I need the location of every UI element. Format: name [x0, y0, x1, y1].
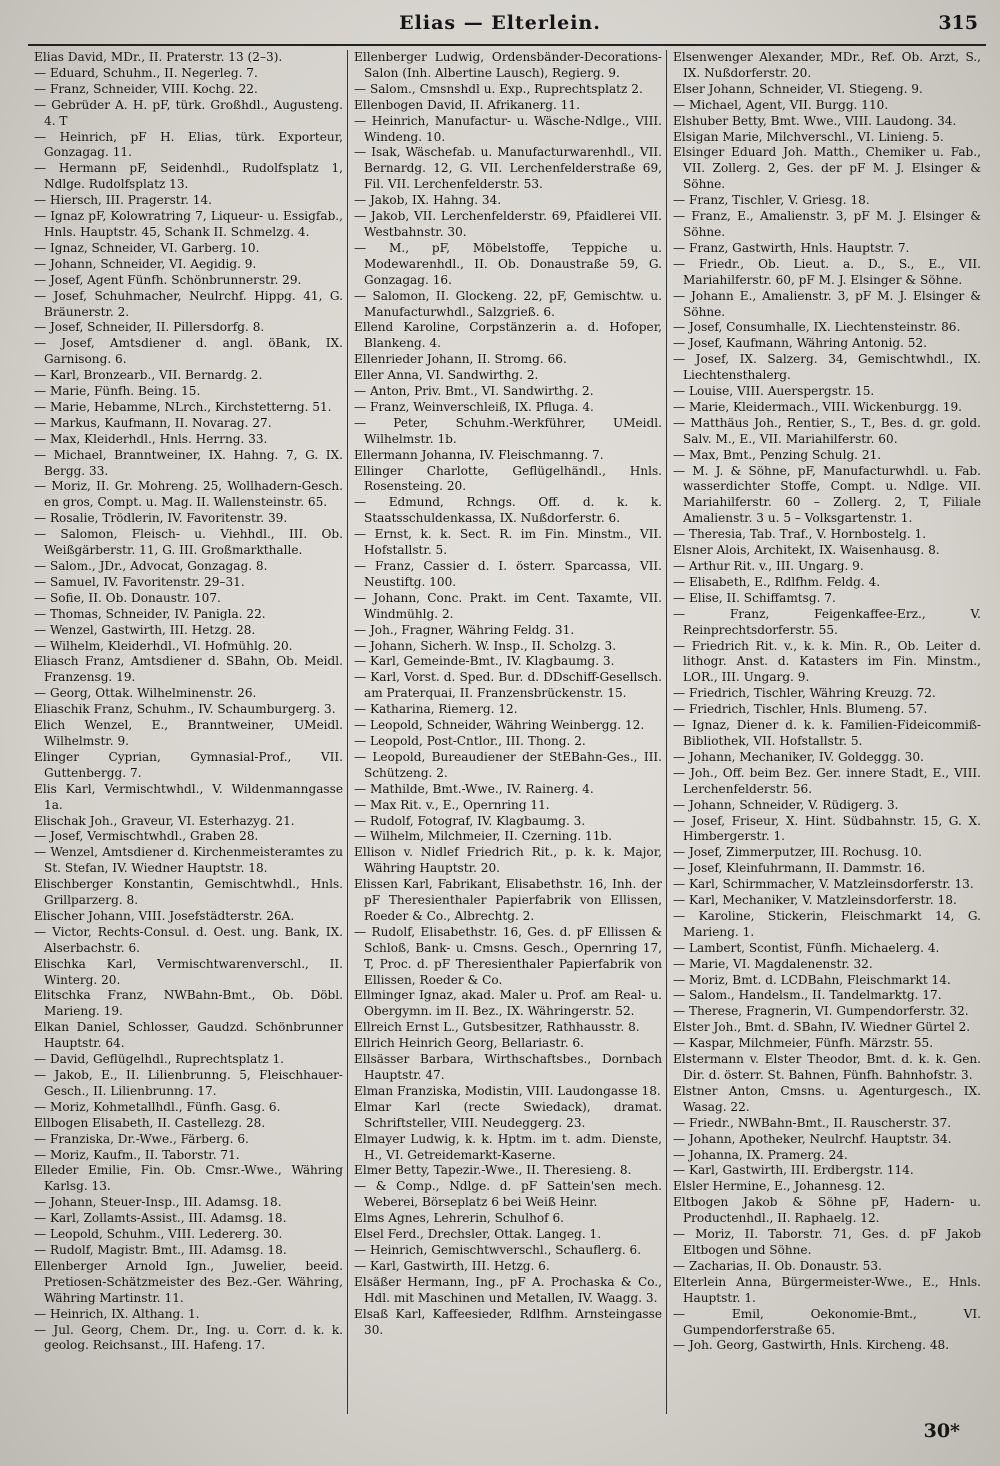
entries-columns [28, 50, 986, 1414]
directory-entry: Elsigan Marie, Milchverschl., VI. Linieng. 5. [673, 129, 944, 144]
page-number: 315 [938, 12, 978, 34]
directory-entry: — Elisabeth, E., Rdlfhm. Feldg. 4. [673, 574, 881, 589]
directory-entry: — Marie, VI. Magdalenenstr. 32. [673, 956, 873, 971]
directory-entry: — M., pF, Möbelstoffe, Teppiche u. Modewarenhdl., II. Ob. Donaustraße 59, G. Gonzagag. 16. [354, 240, 662, 287]
directory-entry: — Emil, Oekonomie-Bmt., VI. Gumpendorferstraße 65. [673, 1306, 981, 1337]
directory-entry: — Johanna, IX. Pramerg. 24. [673, 1147, 848, 1162]
directory-entry: — Marie, Hebamme, NLrch., Kirchstetterng. 51. [34, 399, 332, 414]
directory-entry: — Salom., JDr., Advocat, Gonzagag. 8. [34, 559, 268, 573]
directory-entry: — Josef, Friseur, X. Hint. Südbahnstr. 15, G. X. Himbergerstr. 1. [673, 813, 981, 844]
directory-entry: — Heinrich, Manufactur- u. Wäsche-Ndlge., VIII. Windeng. 10. [354, 113, 662, 144]
directory-entry: Elissen Karl, Fabrikant, Elisabethstr. 16, Inh. der pF Theresienthaler Papierfabrik von Ellissen, Roeder & Co., Albrechtg. 2. [354, 877, 662, 923]
directory-entry: Elstermann v. Elster Theodor, Bmt. d. k. k. Gen. Dir. d. österr. St. Bahnen, Fünfh. Bahnhofstr. 3. [673, 1052, 981, 1082]
directory-entry: — Karl, Schirmmacher, V. Matzleinsdorferstr. 13. [673, 877, 974, 892]
directory-entry: — Wenzel, Amtsdiener d. Kirchenmeisteramtes zu St. Stefan, IV. Wiedner Hauptstr. 18. [34, 845, 343, 876]
directory-entry: — Josef, Amtsdiener d. angl. öBank, IX. Garnisong. 6. [34, 336, 343, 367]
directory-entry: — Joh., Fragner, Währing Feldg. 31. [354, 622, 575, 637]
directory-entry: — Franziska, Dr.-Wwe., Färberg. 6. [34, 1131, 249, 1146]
directory-entry: — Edmund, Rchngs. Off. d. k. k. Staatsschuldenkassa, IX. Nußdorferstr. 6. [354, 495, 662, 526]
running-head: Elias — Elterlein. [399, 12, 601, 34]
directory-entry: Elischak Joh., Graveur, VI. Esterhazyg. 21. [34, 813, 295, 828]
directory-entry: — Rudolf, Fotograf, IV. Klagbaumg. 3. [354, 813, 586, 828]
directory-entry: — Elise, II. Schiffamtsg. 7. [673, 590, 836, 605]
directory-entry: — Heinrich, pF H. Elias, türk. Exporteur, Gonzagag. 11. [34, 129, 343, 160]
directory-entry: — Heinrich, IX. Althang. 1. [34, 1306, 200, 1321]
directory-entry: — Salomon, Fleisch- u. Viehhdl., III. Ob. Weißgärberstr. 11, G. III. Großmarkthalle. [34, 527, 343, 558]
directory-entry: — Karl, Gemeinde-Bmt., IV. Klagbaumg. 3. [354, 654, 615, 669]
directory-entry: — Josef, Schneider, II. Pillersdorfg. 8. [34, 320, 265, 335]
directory-entry: — Mathilde, Bmt.-Wwe., IV. Rainerg. 4. [354, 781, 594, 796]
directory-entry: — Johann, Schneider, VI. Aegidig. 9. [34, 256, 257, 271]
directory-entry: — Karl, Bronzearb., VII. Bernardg. 2. [34, 368, 263, 383]
directory-entry: Ellinger Charlotte, Geflügelhändl., Hnls. Rosensteing. 20. [354, 463, 662, 494]
directory-entry: — Friedrich Rit. v., k. k. Min. R., Ob. Leiter d. lithogr. Anst. d. Katasters im Fin. Minstm., LOR., III. Ungarg. 9. [673, 638, 981, 685]
directory-entry: — Wilhelm, Kleiderhdl., VI. Hofmühlg. 20. [34, 638, 293, 653]
directory-entry: — Arthur Rit. v., III. Ungarg. 9. [673, 559, 864, 573]
directory-entry: — Rudolf, Magistr. Bmt., III. Adamsg. 18. [34, 1242, 287, 1257]
header-rule [28, 44, 986, 46]
directory-entry: Eliasch Franz, Amtsdiener d. SBahn, Ob. Meidl. Franzensg. 19. [34, 654, 343, 685]
directory-entry: — Friedrich, Tischler, Hnls. Blumeng. 57. [673, 702, 928, 717]
directory-entry: — Friedr., Ob. Lieut. a. D., S., E., VII. Mariahilferstr. 60, pF M. J. Elsinger & Söhne. [673, 256, 981, 287]
directory-entry: — Rudolf, Elisabethstr. 16, Ges. d. pF Ellissen & Schloß, Bank- u. Cmsns. Gesch., Opernring 17, T, Proc. d. pF Theresienthaler Papierfabrik von Ellissen, Roeder & Co. [354, 924, 662, 987]
directory-entry: Ellrich Heinrich Georg, Bellariastr. 6. [354, 1036, 584, 1051]
directory-entry: Elsenwenger Alexander, MDr., Ref. Ob. Arzt, S., IX. Nußdorferstr. 20. [673, 50, 981, 80]
directory-entry: Elman Franziska, Modistin, VIII. Laudongasse 18. [354, 1083, 661, 1098]
directory-entry: Elmer Betty, Tapezir.-Wwe., II. Theresieng. 8. [354, 1163, 632, 1178]
directory-entry: — Salomon, II. Glockeng. 22, pF, Gemischtw. u. Manufacturwhdl., Salzgrieß. 6. [354, 288, 662, 319]
directory-entry: — Sofie, II. Ob. Donaustr. 107. [34, 590, 221, 605]
directory-entry: — Max, Kleiderhdl., Hnls. Herrng. 33. [34, 431, 268, 446]
directory-entry: — Jakob, VII. Lerchenfelderstr. 69, Pfaidlerei VII. Westbahnstr. 30. [354, 209, 662, 239]
directory-entry: — Moriz, II. Taborstr. 71, Ges. d. pF Jakob Eltbogen und Söhne. [673, 1227, 981, 1257]
directory-entry: Ellison v. Nidlef Friedrich Rit., p. k. k. Major, Währing Hauptstr. 20. [354, 845, 662, 876]
directory-entry: Elsaß Karl, Kaffeesieder, Rdlfhm. Arnsteingasse 30. [354, 1306, 662, 1337]
directory-entry: — Johann, Apotheker, Neulrchf. Hauptstr. 34. [673, 1131, 952, 1146]
directory-entry: — Johann, Mechaniker, IV. Goldeggg. 30. [673, 749, 924, 764]
directory-entry: — Friedr., NWBahn-Bmt., II. Rauscherstr. 37. [673, 1115, 952, 1130]
directory-entry: — Ignaz, Diener d. k. k. Familien-Fideicommiß-Bibliothek, VII. Hofstallstr. 5. [673, 718, 981, 748]
directory-entry: — Salom., Handelsm., II. Tandelmarktg. 17. [673, 988, 942, 1003]
directory-entry: Elster Joh., Bmt. d. SBahn, IV. Wiedner Gürtel 2. [673, 1020, 971, 1035]
directory-entry: — Karl, Vorst. d. Sped. Bur. d. DDschiff-Gesellsch. am Praterquai, II. Franzensbrückenstr. 15. [354, 670, 662, 701]
directory-entry: — Karl, Gastwirth, III. Erdbergstr. 114. [673, 1163, 914, 1178]
directory-entry: — Matthäus Joh., Rentier, S., T., Bes. d. gr. gold. Salv. M., E., VII. Mariahilferstr. 60. [673, 415, 981, 446]
column-right [666, 50, 985, 1414]
column-left [28, 50, 347, 1414]
directory-entry: — Eduard, Schuhm., II. Negerleg. 7. [34, 65, 258, 80]
directory-entry: — Friedrich, Tischler, Währing Kreuzg. 72. [673, 686, 936, 701]
directory-entry: Elms Agnes, Lehrerin, Schulhof 6. [354, 1211, 565, 1226]
signature-mark: 30* [923, 1420, 960, 1442]
directory-entry: — Johann E., Amalienstr. 3, pF M. J. Elsinger & Söhne. [673, 288, 981, 319]
directory-entry: — David, Geflügelhdl., Ruprechtsplatz 1. [34, 1052, 284, 1067]
directory-entry: Elitschka Franz, NWBahn-Bmt., Ob. Döbl. Marieng. 19. [34, 988, 343, 1019]
directory-entry: — Hermann pF, Seidenhdl., Rudolfsplatz 1, Ndlge. Rudolfsplatz 13. [34, 161, 343, 192]
directory-entry: — Karoline, Stickerin, Fleischmarkt 14, G. Marieng. 1. [673, 908, 981, 939]
directory-entry: — Anton, Priv. Bmt., VI. Sandwirthg. 2. [354, 384, 594, 399]
directory-entry: — M. J. & Söhne, pF, Manufacturwhdl. u. Fab. wasserdichter Stoffe, Compt. u. Ndlge. VII. Mariahilferstr. 60 – Zollerg. 2, T, Filiale Amalienstr. 3 u. 5 – Volksgartenstr. 1. [673, 463, 981, 526]
directory-entry: — Louise, VIII. Auerspergstr. 15. [673, 384, 875, 399]
directory-entry: — Marie, Fünfh. Being. 15. [34, 384, 201, 399]
directory-entry: Ellsässer Barbara, Wirthschaftsbes., Dornbach Hauptstr. 47. [354, 1052, 662, 1082]
directory-entry: Ellbogen Elisabeth, II. Castellezg. 28. [34, 1115, 266, 1130]
directory-entry: — Josef, Consumhalle, IX. Liechtensteinstr. 86. [673, 320, 961, 335]
directory-entry: — Franz, Weinverschleiß, IX. Pfluga. 4. [354, 399, 594, 414]
directory-entry: — Josef, Kaufmann, Währing Antonig. 52. [673, 336, 928, 351]
directory-entry: Elser Johann, Schneider, VI. Stiegeng. 9. [673, 81, 923, 96]
directory-entry: Elias David, MDr., II. Praterstr. 13 (2–3). [34, 50, 283, 64]
directory-entry: — Salom., Cmsnshdl u. Exp., Ruprechtsplatz 2. [354, 81, 643, 96]
directory-entry: Eltbogen Jakob & Söhne pF, Hadern- u. Productenhdl., II. Raphaelg. 12. [673, 1195, 981, 1226]
directory-entry: — Karl, Gastwirth, III. Hetzg. 6. [354, 1258, 550, 1273]
directory-entry: — Johann, Conc. Prakt. im Cent. Taxamte, VII. Windmühlg. 2. [354, 590, 662, 621]
directory-entry: Elmayer Ludwig, k. k. Hptm. im t. adm. Dienste, H., VI. Getreidemarkt-Kaserne. [354, 1131, 662, 1162]
directory-entry: — Moriz, Kohmetallhdl., Fünfh. Gasg. 6. [34, 1099, 281, 1114]
directory-entry: Elischer Johann, VIII. Josefstädterstr. 26A. [34, 908, 295, 923]
directory-entry: Elinger Cyprian, Gymnasial-Prof., VII. Guttenbergg. 7. [34, 749, 343, 780]
directory-entry: — Moriz, Bmt. d. LCDBahn, Fleischmarkt 14. [673, 972, 951, 987]
directory-entry: Ellenberger Ludwig, Ordensbänder-Decorations-Salon (Inh. Albertine Lausch), Regierg. 9. [354, 50, 662, 80]
directory-entry: — Josef, IX. Salzerg. 34, Gemischtwhdl., IX. Liechtensthalerg. [673, 352, 981, 383]
directory-entry: — Franz, E., Amalienstr. 3, pF M. J. Elsinger & Söhne. [673, 209, 981, 239]
directory-entry: — Josef, Zimmerputzer, III. Rochusg. 10. [673, 845, 922, 860]
directory-entry: — Samuel, IV. Favoritenstr. 29–31. [34, 574, 245, 589]
directory-entry: Ellminger Ignaz, akad. Maler u. Prof. am Real- u. Obergymn. im II. Bez., IX. Währingerstr. 52. [354, 988, 662, 1019]
directory-entry: Elterlein Anna, Bürgermeister-Wwe., E., Hnls. Hauptstr. 1. [673, 1274, 981, 1305]
directory-entry: — Josef, Kleinfuhrmann, II. Dammstr. 16. [673, 861, 926, 876]
directory-entry: Elsler Hermine, E., Johannesg. 12. [673, 1179, 886, 1194]
directory-entry: Ellermann Johanna, IV. Fleischmanng. 7. [354, 447, 604, 462]
directory-entry: — Katharina, Riemerg. 12. [354, 702, 518, 717]
directory-entry: — Moriz, II. Gr. Mohreng. 25, Wollhadern-Gesch. en gros, Compt. u. Mag. II. Wallensteinstr. 65. [34, 479, 343, 510]
directory-entry: — Victor, Rechts-Consul. d. Oest. ung. Bank, IX. Alserbachstr. 6. [34, 924, 343, 955]
directory-entry: — Leopold, Bureaudiener der StEBahn-Ges., III. Schützeng. 2. [354, 749, 662, 780]
directory-entry: — Jakob, E., II. Lilienbrunng. 5, Fleischhauer-Gesch., II. Lilienbrunng. 17. [34, 1068, 343, 1098]
directory-entry: Elsäßer Hermann, Ing., pF A. Prochaska & Co., Hdl. mit Maschinen und Metallen, IV. Waagg. 3. [354, 1274, 662, 1305]
directory-entry: — Wilhelm, Milchmeier, II. Czerning. 11b. [354, 829, 612, 844]
directory-entry: — Kaspar, Milchmeier, Fünfh. Märzstr. 55. [673, 1036, 934, 1051]
directory-entry: — Josef, Schuhmacher, Neulrchf. Hippg. 41, G. Bräunerstr. 2. [34, 288, 343, 319]
directory-entry: — Jul. Georg, Chem. Dr., Ing. u. Corr. d. k. k. geolog. Reichsanst., III. Hafeng. 17. [34, 1322, 343, 1353]
directory-entry: Ellend Karoline, Corpstänzerin a. d. Hofoper, Blankeng. 4. [354, 320, 662, 351]
directory-entry: Elsner Alois, Architekt, IX. Waisenhausg. 8. [673, 543, 940, 558]
directory-entry: — Michael, Agent, VII. Burgg. 110. [673, 97, 889, 112]
directory-entry: — Therese, Fragnerin, VI. Gumpendorferstr. 32. [673, 1004, 969, 1019]
directory-entry: — Joh., Off. beim Bez. Ger. innere Stadt, E., VIII. Lerchenfelderstr. 56. [673, 765, 981, 796]
directory-entry: — Leopold, Schuhm., VIII. Ledererg. 30. [34, 1227, 283, 1242]
directory-entry: — Franz, Feigenkaffee-Erz., V. Reinprechtsdorferstr. 55. [673, 606, 981, 637]
directory-entry: — Thomas, Schneider, IV. Panigla. 22. [34, 606, 266, 621]
directory-entry: — Johann, Steuer-Insp., III. Adamsg. 18. [34, 1195, 282, 1210]
directory-entry: — Jakob, IX. Hahng. 34. [354, 193, 502, 208]
directory-entry: Eller Anna, VI. Sandwirthg. 2. [354, 368, 539, 383]
page-header [0, 8, 1000, 44]
directory-entry: Elmar Karl (recte Swiedack), dramat. Schriftsteller, VIII. Neudeggerg. 23. [354, 1099, 662, 1130]
directory-entry: — Max Rit. v., E., Opernring 11. [354, 797, 550, 812]
directory-entry: — Lambert, Scontist, Fünfh. Michaelerg. 4. [673, 940, 940, 955]
column-middle [347, 50, 666, 1414]
directory-entry: — Franz, Schneider, VIII. Kochg. 22. [34, 81, 258, 96]
directory-entry: — Karl, Zollamts-Assist., III. Adamsg. 18. [34, 1211, 287, 1226]
directory-entry: Elischka Karl, Vermischtwarenverschl., II. Winterg. 20. [34, 956, 343, 987]
directory-entry: — Josef, Vermischtwhdl., Graben 28. [34, 829, 259, 844]
directory-entry: Ellenbogen David, II. Afrikanerg. 11. [354, 97, 580, 112]
directory-entry: Elleder Emilie, Fin. Ob. Cmsr.-Wwe., Währing Karlsg. 13. [34, 1163, 343, 1194]
directory-entry: — Johann, Sicherh. W. Insp., II. Scholzg. 3. [354, 638, 617, 653]
directory-entry: — Karl, Mechaniker, V. Matzleinsdorferstr. 18. [673, 893, 957, 908]
directory-entry: — Max, Bmt., Penzing Schulg. 21. [673, 447, 882, 462]
directory-entry: Elsel Ferd., Drechsler, Ottak. Langeg. 1. [354, 1227, 602, 1242]
directory-entry: — Markus, Kaufmann, II. Novarag. 27. [34, 415, 272, 430]
directory-entry: Elshuber Betty, Bmt. Wwe., VIII. Laudong. 34. [673, 113, 957, 128]
directory-entry: — Johann, Schneider, V. Rüdigerg. 3. [673, 797, 899, 812]
directory-entry: Ellenrieder Johann, II. Stromg. 66. [354, 352, 567, 367]
directory-entry: — Ignaz pF, Kolowratring 7, Liqueur- u. Essigfab., Hnls. Hauptstr. 45, Schank II. Schmelzg. 4. [34, 209, 343, 239]
directory-entry: — Franz, Cassier d. I. österr. Sparcassa, VII. Neustiftg. 100. [354, 559, 662, 589]
directory-entry: — Ernst, k. k. Sect. R. im Fin. Minstm., VII. Hofstallstr. 5. [354, 527, 662, 558]
directory-entry: — Josef, Agent Fünfh. Schönbrunnerstr. 29. [34, 272, 302, 287]
directory-entry: — Hiersch, III. Pragerstr. 14. [34, 193, 213, 208]
directory-entry: Elsinger Eduard Joh. Matth., Chemiker u. Fab., VII. Zollerg. 2, Ges. der pF M. J. Elsinger & Söhne. [673, 145, 981, 192]
directory-entry: Eliaschik Franz, Schuhm., IV. Schaumburgerg. 3. [34, 702, 336, 717]
directory-entry: — Marie, Kleidermach., VIII. Wickenburgg. 19. [673, 399, 963, 414]
directory-entry: Elischberger Konstantin, Gemischtwhdl., Hnls. Grillparzerg. 8. [34, 877, 343, 908]
directory-entry: Elstner Anton, Cmsns. u. Agenturgesch., IX. Wasag. 22. [673, 1083, 981, 1114]
directory-entry: — Franz, Gastwirth, Hnls. Hauptstr. 7. [673, 240, 910, 255]
directory-entry: — Isak, Wäschefab. u. Manufacturwarenhdl., VII. Bernardg. 12, G. VII. Lerchenfelderstraße 69, Fil. VII. Lerchenfelderstr. 53. [354, 145, 662, 192]
directory-entry: — Wenzel, Gastwirth, III. Hetzg. 28. [34, 622, 256, 637]
directory-entry: — Franz, Tischler, V. Griesg. 18. [673, 193, 870, 208]
directory-entry: — Ignaz, Schneider, VI. Garberg. 10. [34, 240, 260, 255]
directory-entry: — Zacharias, II. Ob. Donaustr. 53. [673, 1258, 882, 1273]
directory-entry: — & Comp., Ndlge. d. pF Sattein'sen mech. Weberei, Börseplatz 6 bei Weiß Heinr. [354, 1179, 662, 1210]
directory-entry: Elis Karl, Vermischtwhdl., V. Wildenmanngasse 1a. [34, 781, 343, 812]
directory-entry: — Moriz, Kaufm., II. Taborstr. 71. [34, 1147, 240, 1162]
directory-entry: — Gebrüder A. H. pF, türk. Großhdl., Augusteng. 4. T [34, 97, 343, 128]
directory-entry: Elkan Daniel, Schlosser, Gaudzd. Schönbrunner Hauptstr. 64. [34, 1020, 343, 1051]
directory-entry: — Heinrich, Gemischtwverschl., Schauflerg. 6. [354, 1242, 642, 1257]
directory-entry: — Georg, Ottak. Wilhelminenstr. 26. [34, 686, 257, 701]
directory-entry: Ellenberger Arnold Ign., Juwelier, beeid. Pretiosen-Schätzmeister des Bez.-Ger. Währing, Währing Martinstr. 11. [34, 1258, 343, 1305]
directory-entry: Ellreich Ernst L., Gutsbesitzer, Rathhausstr. 8. [354, 1020, 640, 1035]
directory-entry: — Leopold, Schneider, Währing Weinbergg. 12. [354, 718, 645, 733]
directory-entry: — Michael, Branntweiner, IX. Hahng. 7, G. IX. Bergg. 33. [34, 447, 343, 478]
directory-entry: — Theresia, Tab. Traf., V. Hornbostelg. 1. [673, 527, 927, 542]
directory-entry: — Leopold, Post-Cntlor., III. Thong. 2. [354, 733, 586, 748]
directory-entry: — Rosalie, Trödlerin, IV. Favoritenstr. 39. [34, 511, 288, 526]
directory-entry: Elich Wenzel, E., Branntweiner, UMeidl. Wilhelmstr. 9. [34, 718, 343, 748]
directory-entry: — Peter, Schuhm.-Werkführer, UMeidl. Wilhelmstr. 1b. [354, 415, 662, 446]
directory-entry: — Joh. Georg, Gastwirth, Hnls. Kircheng. 48. [673, 1338, 950, 1353]
